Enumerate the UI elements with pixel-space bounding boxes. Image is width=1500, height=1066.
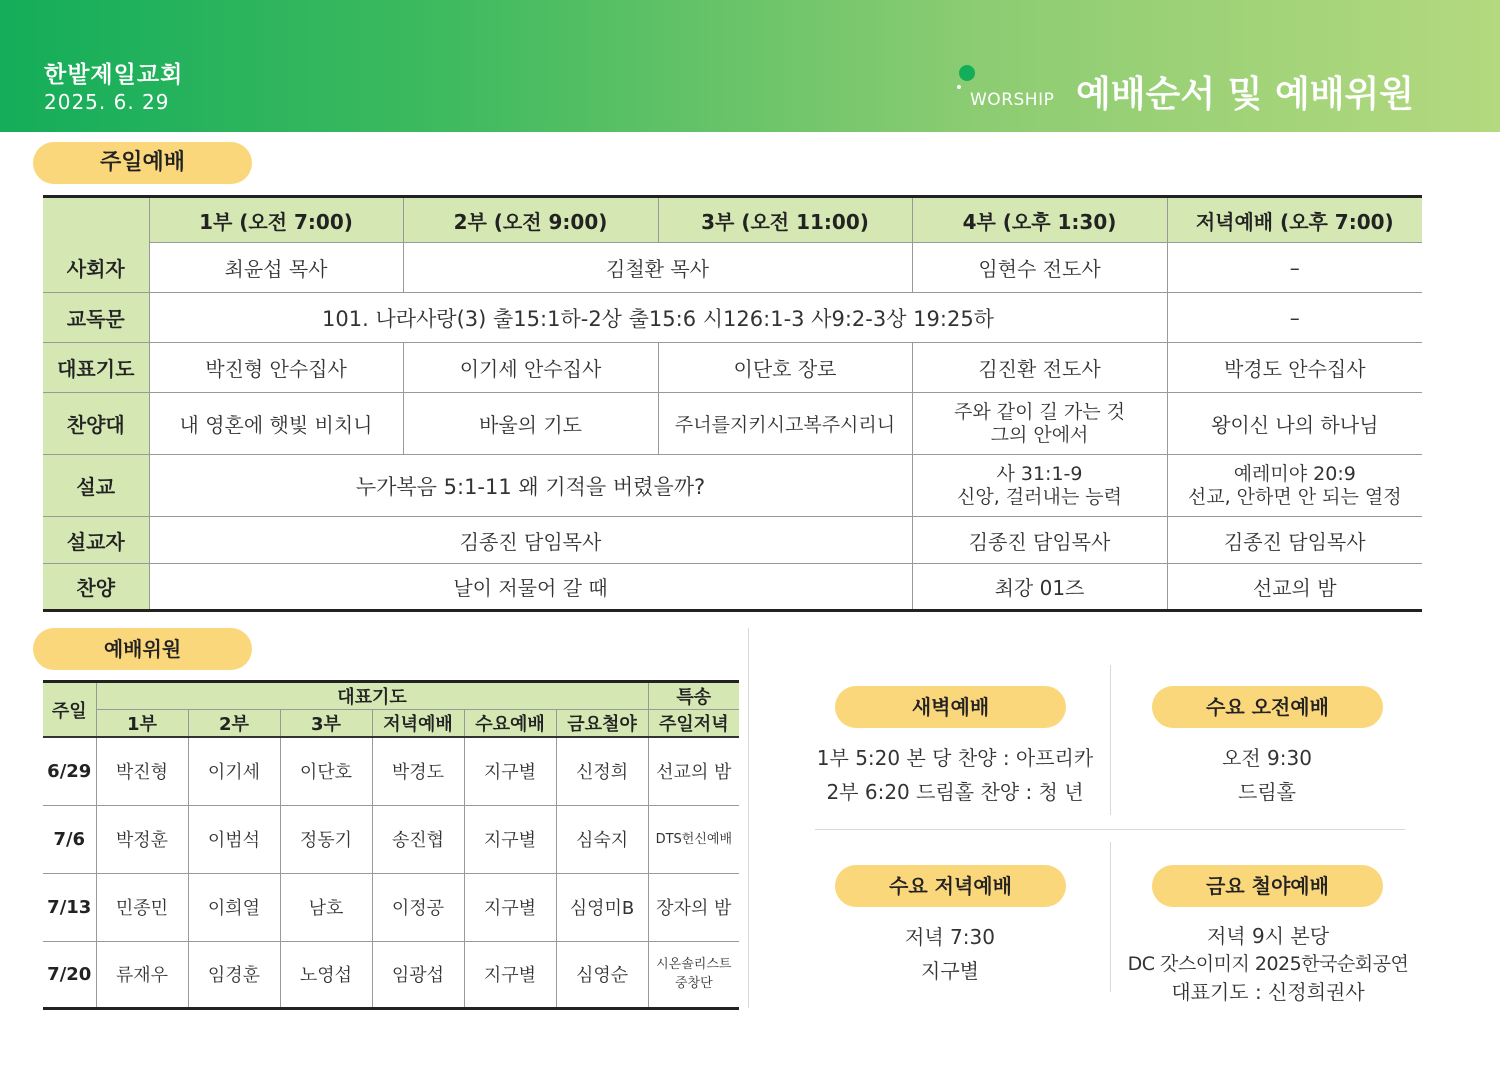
cell: 날이 저물어 갈 때 (149, 564, 912, 611)
cell: 이범석 (188, 805, 280, 873)
cell: 김진환 전도사 (912, 343, 1167, 393)
cell-line: 사 31:1-9 (996, 462, 1083, 485)
row-header-leader: 사회자 (43, 243, 149, 293)
cell: 선교의 밤 (648, 737, 739, 805)
cell: 류재우 (96, 941, 188, 1008)
worship-en-label: WORSHIP (970, 90, 1055, 110)
col-header: 수요예배 (464, 710, 556, 738)
col-header: 2부 (188, 710, 280, 738)
service-title-dawn: 새벽예배 (835, 686, 1066, 728)
cell: 박정훈 (96, 805, 188, 873)
service-info-wed-evening (800, 920, 1100, 988)
cell: 선교의 밤 (1167, 564, 1422, 611)
cell: 김종진 담임목사 (1167, 517, 1422, 564)
cell-line: 주와 같이 길 가는 것 (954, 400, 1125, 423)
service-title-fri-night: 금요 철야예배 (1152, 865, 1383, 907)
row-date: 6/29 (43, 737, 96, 805)
table-header-row (43, 197, 1422, 243)
cell: 바울의 기도 (403, 393, 658, 455)
cell: 이희열 (188, 873, 280, 941)
divider (1110, 842, 1111, 992)
row-date: 7/13 (43, 873, 96, 941)
info-line: 오전 9:30 (1222, 746, 1312, 770)
service-info-wed-morning (1117, 741, 1417, 809)
row-header-reading: 교독문 (43, 293, 149, 343)
cell: 왕이신 나의 하나님 (1167, 393, 1422, 455)
section-label-sunday: 주일예배 (33, 142, 252, 184)
table-row (43, 393, 1422, 455)
corner-cell (43, 197, 149, 243)
col-header: 주일저녁 (648, 710, 739, 738)
col-header-3: 3부 (오전 11:00) (658, 197, 912, 243)
cell: 박경도 안수집사 (1167, 343, 1422, 393)
info-line: 지구별 (921, 959, 979, 983)
cell-line: 그의 안에서 (990, 423, 1089, 446)
divider (748, 628, 749, 1008)
header-banner (0, 0, 1500, 132)
cell: 노영섭 (280, 941, 372, 1008)
cell: 지구별 (464, 805, 556, 873)
cell: 김종진 담임목사 (912, 517, 1167, 564)
cell: – (1167, 293, 1422, 343)
col-header-2: 2부 (오전 9:00) (403, 197, 658, 243)
table-row (43, 564, 1422, 611)
row-date: 7/6 (43, 805, 96, 873)
service-title-wed-morning: 수요 오전예배 (1152, 686, 1383, 728)
col-header: 1부 (96, 710, 188, 738)
service-info-dawn (800, 741, 1110, 809)
info-line: DC 갓스이미지 2025한국순회공연 (1127, 953, 1409, 975)
dot-icon (959, 65, 975, 81)
col-header: 저녁예배 (372, 710, 464, 738)
page-title: 예배순서 및 예배위원 (1076, 74, 1415, 115)
cell: 지구별 (464, 737, 556, 805)
section-label-committee: 예배위원 (33, 628, 252, 670)
cell: 남호 (280, 873, 372, 941)
cell-line: 신앙, 걸러내는 능력 (957, 485, 1122, 508)
table-row (43, 805, 739, 873)
cell: 심영순 (556, 941, 648, 1008)
info-line: 대표기도 : 신정희권사 (1171, 980, 1365, 1004)
bulletin-date: 2025. 6. 29 (44, 90, 170, 114)
cell: 신정희 (556, 737, 648, 805)
sunday-service-table (43, 195, 1422, 612)
row-header-choir: 찬양대 (43, 393, 149, 455)
small-dot-icon (957, 85, 961, 89)
table-row (43, 343, 1422, 393)
table-row (43, 293, 1422, 343)
cell (912, 455, 1167, 517)
info-line: 1부 5:20 본 당 찬양 : 아프리카 (816, 746, 1094, 770)
cell (1167, 455, 1422, 517)
cell: – (1167, 243, 1422, 293)
cell: 주너를지키시고복주시리니 (658, 393, 912, 455)
info-line: 저녁 7:30 (905, 925, 995, 949)
cell: 박진형 안수집사 (149, 343, 403, 393)
cell: 정동기 (280, 805, 372, 873)
cell: 심숙지 (556, 805, 648, 873)
church-name: 한밭제일교회 (44, 62, 184, 88)
service-info-fri-night (1112, 922, 1424, 1006)
cell: 이단호 (280, 737, 372, 805)
cell: 박경도 (372, 737, 464, 805)
cell: 이정공 (372, 873, 464, 941)
row-header-prayer: 대표기도 (43, 343, 149, 393)
table-header-row (43, 682, 739, 710)
row-header-hymn: 찬양 (43, 564, 149, 611)
col-header-5: 저녁예배 (오후 7:00) (1167, 197, 1422, 243)
cell: 101. 나라사랑(3) 출15:1하-2상 출15:6 시126:1-3 사9:2-3상 19:25하 (149, 293, 1167, 343)
cell: 김종진 담임목사 (149, 517, 912, 564)
cell: 이기세 안수집사 (403, 343, 658, 393)
col-header: 3부 (280, 710, 372, 738)
info-line: 드림홀 (1238, 780, 1296, 804)
cell: 내 영혼에 햇빛 비치니 (149, 393, 403, 455)
col-header-week: 주일 (43, 682, 96, 738)
col-header-1: 1부 (오전 7:00) (149, 197, 403, 243)
cell: 박진형 (96, 737, 188, 805)
service-title-wed-evening: 수요 저녁예배 (835, 865, 1066, 907)
col-header: 금요철야 (556, 710, 648, 738)
cell: 송진협 (372, 805, 464, 873)
table-row (43, 737, 739, 805)
cell-line: 중창단 (674, 976, 713, 991)
cell: 최강 01즈 (912, 564, 1167, 611)
divider (815, 829, 1405, 830)
cell-line: 예레미야 20:9 (1233, 462, 1356, 485)
cell: 임광섭 (372, 941, 464, 1008)
cell: 지구별 (464, 941, 556, 1008)
table-row (43, 455, 1422, 517)
info-line: 2부 6:20 드림홀 찬양 : 청 년 (826, 780, 1084, 804)
row-date: 7/20 (47, 963, 92, 985)
cell: 이단호 장로 (658, 343, 912, 393)
cell-line: 선교, 안하면 안 되는 열정 (1187, 485, 1402, 508)
table-header-row (43, 710, 739, 738)
cell: 민종민 (96, 873, 188, 941)
divider (1110, 665, 1111, 815)
table-row (43, 941, 739, 1008)
cell-line: 시온솔리스트 (656, 957, 732, 972)
info-line: 저녁 9시 본당 (1206, 924, 1330, 948)
cell (648, 941, 739, 1008)
table-row (43, 517, 1422, 564)
col-header-4: 4부 (오후 1:30) (912, 197, 1167, 243)
committee-table (43, 680, 739, 1010)
cell: 임현수 전도사 (912, 243, 1167, 293)
col-header-prayer-group: 대표기도 (96, 682, 648, 710)
cell: 이기세 (188, 737, 280, 805)
cell: 누가복음 5:1-11 왜 기적을 버렸을까? (149, 455, 912, 517)
table-row (43, 873, 739, 941)
cell: 지구별 (464, 873, 556, 941)
cell: 김철환 목사 (403, 243, 912, 293)
row-header-preacher: 설교자 (43, 517, 149, 564)
cell (912, 393, 1167, 455)
row-header-sermon: 설교 (43, 455, 149, 517)
cell: 장자의 밤 (648, 873, 739, 941)
cell: 최윤섭 목사 (149, 243, 403, 293)
col-header-special-group: 특송 (648, 682, 739, 710)
cell: 심영미B (556, 873, 648, 941)
table-row (43, 243, 1422, 293)
cell: 임경훈 (188, 941, 280, 1008)
cell: DTS헌신예배 (648, 805, 739, 873)
